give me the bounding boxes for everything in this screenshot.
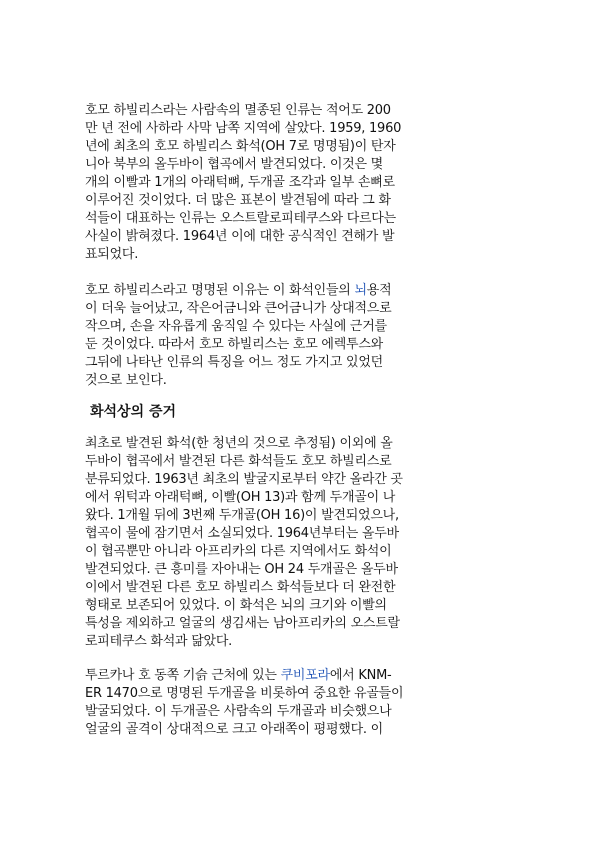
text-line: 에서 위턱과 아래턱뼈, 이빨(OH 13)과 함께 두개골이 나 xyxy=(85,490,396,505)
text-line: 만 년 전에 사하라 사막 남쪽 지역에 살았다. 1959, 1960 xyxy=(85,121,402,136)
text-line xyxy=(85,336,505,354)
text-segment: 그뒤에 나타난 인류의 특징을 어느 정도 가지고 있었던 xyxy=(85,355,383,370)
term-link[interactable]: 쿠비포라 xyxy=(280,668,330,683)
text-line: 이루어진 것이었다. 더 많은 표본이 발견됨에 따라 그 화 xyxy=(85,193,391,208)
text-line: 호모 하빌리스라는 사람속의 멸종된 인류는 적어도 200 xyxy=(85,103,391,118)
text-line: 특성을 제외하고 얼굴의 생김새는 남아프리카의 오스트랄 xyxy=(85,616,400,631)
term-link[interactable]: 뇌 xyxy=(354,283,367,298)
text-line: 이에서 발견된 다른 호모 하빌리스 화석들보다 더 완전한 xyxy=(85,580,396,595)
text-line: 사실이 밝혀졌다. 1964년 이에 대한 공식적인 견해가 발 xyxy=(85,229,395,244)
text-line: 이 협곡뿐만 아니라 아프리카의 다른 지역에서도 화석이 xyxy=(85,544,392,559)
text-segment: 것으로 보인다. xyxy=(85,373,167,388)
text-line: 표되었다. xyxy=(85,247,139,262)
paragraph-naming xyxy=(85,282,505,390)
text-line xyxy=(85,667,505,685)
text-segment: 둔 것이었다. 따라서 호모 하빌리스는 호모 에렉투스와 xyxy=(85,337,383,352)
text-line: 두바이 협곡에서 발견된 다른 화석들도 호모 하빌리스로 xyxy=(85,454,392,469)
text-segment: 발굴되었다. 이 두개골은 사람속의 두개골과 비슷했으나 xyxy=(85,704,392,719)
text-segment: 이 더욱 늘어났고, 작은어금니와 큰어금니가 상대적으로 xyxy=(85,301,392,316)
text-line xyxy=(85,703,505,721)
text-segment: 작으며, 손을 자유롭게 움직일 수 있다는 사실에 근거를 xyxy=(85,319,387,334)
text-line: 분류되었다. 1963년 최초의 발굴지로부터 약간 올라간 곳 xyxy=(85,472,403,487)
text-segment: 용적 xyxy=(366,283,392,298)
text-line xyxy=(85,685,505,703)
text-line xyxy=(85,318,505,336)
text-line: 협곡이 물에 잠기면서 소실되었다. 1964년부터는 올두바 xyxy=(85,526,399,541)
text-segment: ER 1470으로 명명된 두개골을 비롯하여 중요한 유골들이 xyxy=(85,686,404,701)
text-line: 개의 이빨과 1개의 아래턱뼈, 두개골 조각과 일부 손뼈로 xyxy=(85,175,395,190)
paragraph-koobi-fora xyxy=(85,667,505,739)
text-line xyxy=(85,372,505,390)
text-line: 발견되었다. 큰 흥미를 자아내는 OH 24 두개골은 올두바 xyxy=(85,562,398,577)
text-line: 형태로 보존되어 있었다. 이 화석은 뇌의 크기와 이빨의 xyxy=(85,598,387,613)
text-line xyxy=(85,721,505,739)
text-line: 최초로 발견된 화석(한 청년의 것으로 추정됨) 이외에 올 xyxy=(85,436,393,451)
text-segment: 투르카나 호 동쪽 기슭 근처에 있는 xyxy=(85,668,281,683)
text-line: 년에 최초의 호모 하빌리스 화석(OH 7로 명명됨)이 탄자 xyxy=(85,139,396,154)
text-line: 석들이 대표하는 인류는 오스트랄로피테쿠스와 다르다는 xyxy=(85,211,396,226)
paragraph-fossil-evidence xyxy=(85,435,505,651)
text-line xyxy=(85,354,505,372)
text-line: 로피테쿠스 화석과 닮았다. xyxy=(85,634,233,649)
text-line: 니아 북부의 올두바이 협곡에서 발견되었다. 이것은 몇 xyxy=(85,157,383,172)
section-heading: 화석상의 증거 xyxy=(90,404,177,420)
text-line xyxy=(85,300,505,318)
text-segment: 얼굴의 골격이 상대적으로 크고 아래쪽이 평평했다. 이 xyxy=(85,722,383,737)
paragraph-intro xyxy=(85,102,505,264)
text-segment: 에서 KNM- xyxy=(329,668,392,683)
text-segment: 호모 하빌리스라고 명명된 이유는 이 화석인들의 xyxy=(85,283,355,298)
text-line xyxy=(85,282,505,300)
text-line: 왔다. 1개월 뒤에 3번째 두개골(OH 16)이 발견되었으나, xyxy=(85,508,399,523)
